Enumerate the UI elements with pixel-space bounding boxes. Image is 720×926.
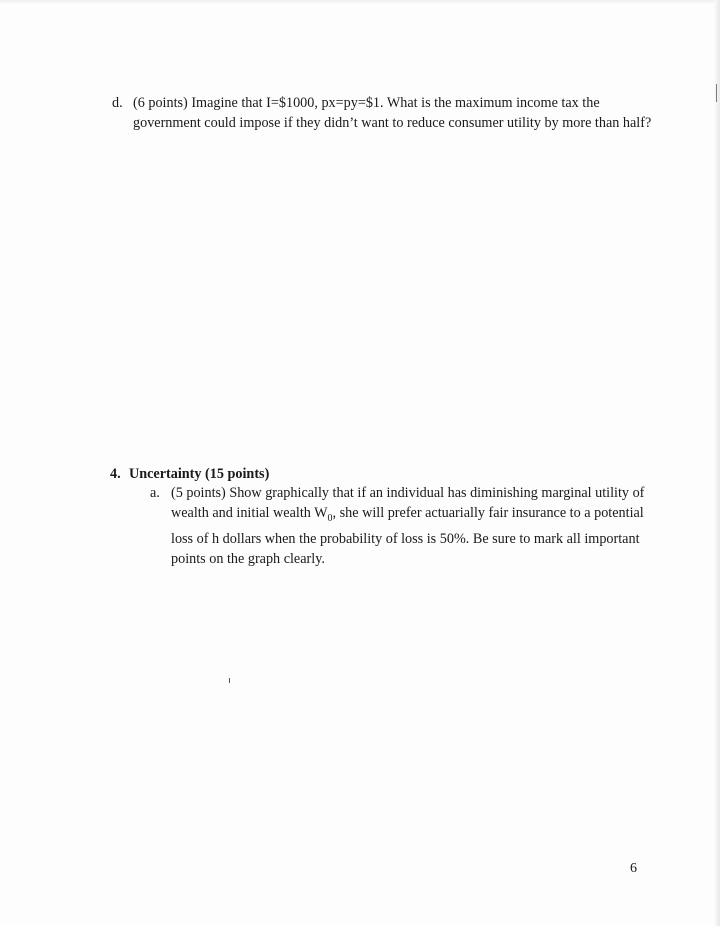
- section-4-title: Uncertainty (15 points): [129, 466, 270, 482]
- question-a-text-start: (5 points) Show graphically that if an individual has diminishing marginal utility of wealth and initial wealth W: [171, 485, 645, 521]
- page-right-edge: [714, 0, 720, 926]
- question-a: [150, 483, 646, 569]
- page-top-edge: [0, 0, 720, 4]
- section-4-heading: [110, 464, 269, 484]
- question-a-label: a.: [150, 485, 160, 501]
- question-d-text: (6 points) Imagine that I=$1000, px=py=$1. What is the maximum income tax the government could impose if they didn’t want to reduce consumer utility by more than half?: [133, 95, 652, 131]
- question-d-label: d.: [112, 95, 123, 111]
- scan-mark: [716, 84, 717, 102]
- question-d: [112, 93, 652, 133]
- section-4-number: 4.: [110, 466, 121, 482]
- stray-pen-mark: [229, 678, 230, 683]
- question-a-subscript: 0: [327, 512, 333, 524]
- question-a-text: [171, 483, 646, 569]
- page-number: 6: [630, 861, 637, 876]
- question-a-text-end: , she will prefer actuarially fair insurance to a potential loss of h dollars when the probability of loss is 50%. Be sure to mark all important points on the graph clearly.: [171, 505, 644, 567]
